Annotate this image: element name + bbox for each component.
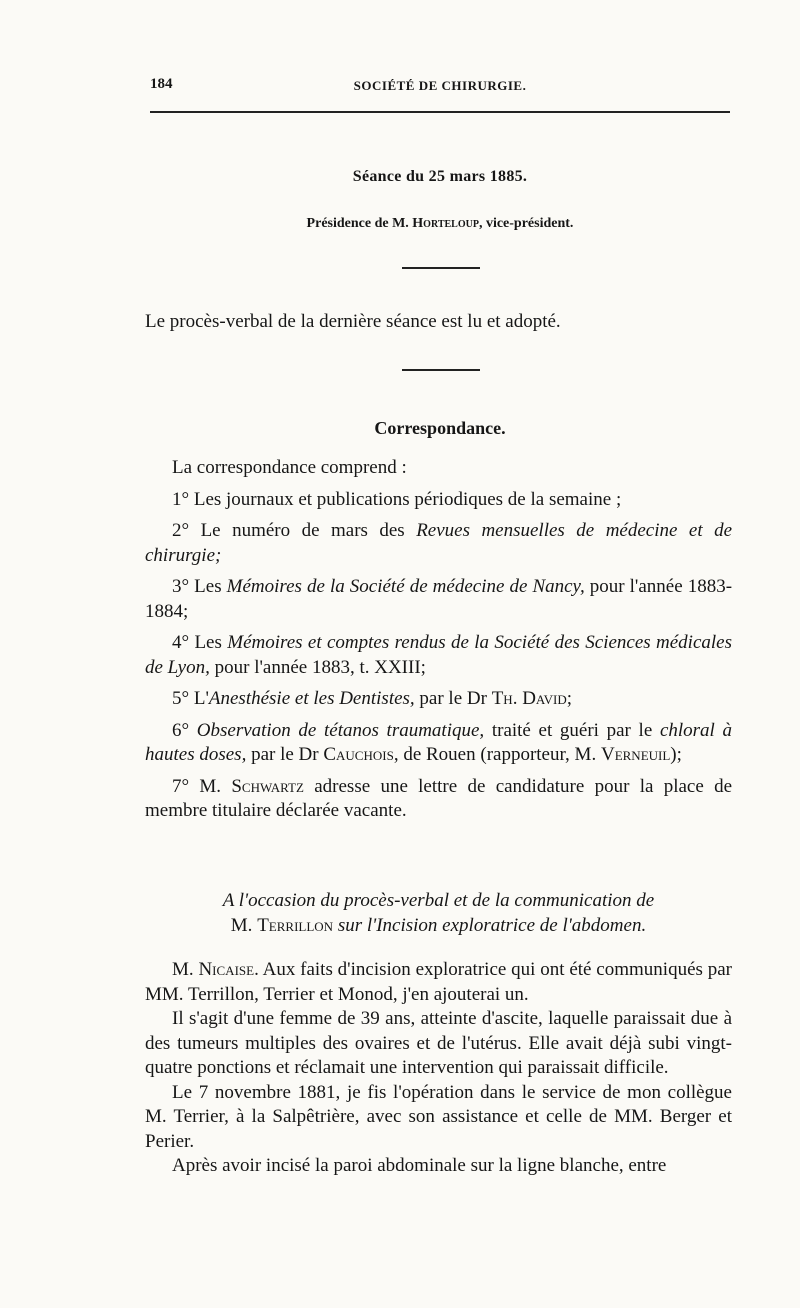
- proces-verbal: Le procès-verbal de la dernière séance est lu et adopté.: [145, 311, 561, 332]
- list-item: 2° Le numéro de mars des Revues mensuelles de médecine et de chirurgie;: [145, 520, 733, 566]
- paragraph: M. Nicaise. Aux faits d'incision exploratrice qui ont été communiqués par MM. Terrillon, Terrier et Monod, j'en ajouterai un.: [145, 959, 732, 1005]
- divider-rule: [402, 369, 480, 371]
- seance-title: Séance du 25 mars 1885.: [352, 168, 528, 185]
- running-head: SOCIÉTÉ DE CHIRURGIE.: [353, 78, 527, 93]
- section-title-occasion: A l'occasion du procès-verbal et de la communication de M. Terrillon sur l'Incision exploratrice de l'abdomen.: [222, 890, 655, 936]
- presidence-line: Présidence de M. Horteloup, vice-président.: [306, 216, 574, 231]
- list-item: 1° Les journaux et publications périodiques de la semaine ;: [172, 488, 622, 510]
- paragraph: Après avoir incisé la paroi abdominale sur la ligne blanche, entre: [172, 1155, 667, 1176]
- list-item: 5° L'Anesthésie et les Dentistes, par le Dr Th. David;: [172, 688, 573, 709]
- correspondance-intro: La correspondance comprend :: [172, 457, 407, 478]
- paragraph: Il s'agit d'une femme de 39 ans, atteinte d'ascite, laquelle paraissait due à des tumeurs multiples des ovaires et de l'utérus. Elle avait déjà subi vingt-quatre ponctions et réclamait une intervention qui paraissait difficile.: [145, 1008, 732, 1078]
- header-rule: [150, 111, 730, 113]
- list-item: 4° Les Mémoires et comptes rendus de la Société des Sciences médicales de Lyon, pour l'année 1883, t. XXIII;: [145, 632, 732, 678]
- president-name: Horteloup: [412, 216, 479, 231]
- speaker-name: M. Nicaise.: [172, 959, 259, 980]
- list-item: 6° Observation de tétanos traumatique, traité et guéri par le chloral à hautes doses, par le Dr Cauchois, de Rouen (rapporteur, M. Verneuil);: [145, 719, 732, 765]
- divider-rule: [402, 267, 480, 269]
- section-title-correspondance: Correspondance.: [374, 418, 506, 438]
- paragraph: Le 7 novembre 1881, je fis l'opération dans le service de mon collègue M. Terrier, à la Salpêtrière, avec son assistance et celle de MM. Berger et Perier.: [145, 1081, 732, 1152]
- correspondance-list: [145, 456, 732, 824]
- list-item: 3° Les Mémoires de la Société de médecine de Nancy, pour l'année 1883-1884;: [145, 576, 733, 622]
- list-item: 7° M. Schwartz adresse une lettre de candidature pour la place de membre titulaire déclarée vacante.: [145, 775, 733, 821]
- nicaise-discussion: [145, 958, 732, 1179]
- page-number: 184: [150, 76, 173, 92]
